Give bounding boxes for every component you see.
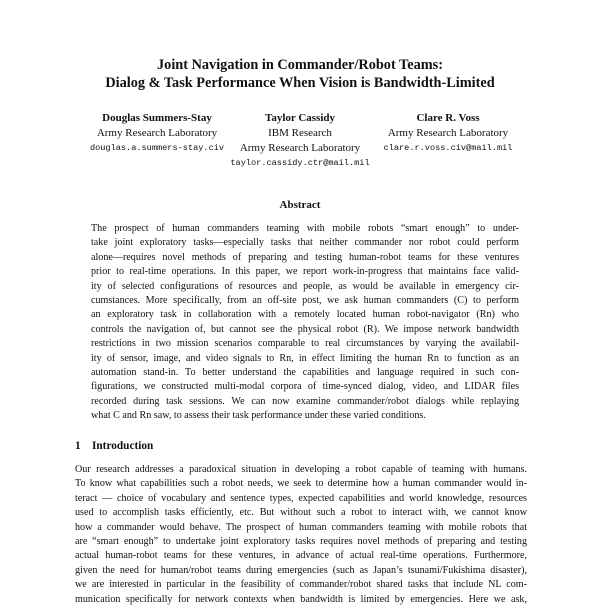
intro-line: Our research addresses a paradoxical situation in developing a robot capable of teaming with humans. <box>75 464 527 475</box>
introduction-body <box>75 463 527 607</box>
abstract-line: take joint exploratory tasks—especially tasks that neither commander nor robot could perform <box>91 237 519 249</box>
author-summers-stay <box>80 111 234 156</box>
abstract-line: what C and Rn saw, to assess their task performance under these varied conditions. <box>91 410 426 422</box>
author-affiliation: Army Research Laboratory <box>96 127 218 139</box>
section-title: Introduction <box>92 440 154 452</box>
author-block <box>0 111 600 171</box>
abstract-body <box>91 222 519 424</box>
author-affiliation-secondary: Army Research Laboratory <box>239 142 361 154</box>
intro-line: teract — choice of vocabulary and sentence types, expected capabilities and world knowledge, resources <box>75 492 527 504</box>
author-name: Taylor Cassidy <box>265 112 335 124</box>
section-number: 1 <box>75 440 81 452</box>
author-name: Clare R. Voss <box>416 112 480 124</box>
abstract-heading: Abstract <box>279 199 321 211</box>
abstract-line: figurations, we constructed multi-modal corpora of time-synced dialog, video, and LIDAR files <box>91 381 519 393</box>
abstract-line: prior to real-time operations. In this paper, we report work-in-progress that maintains face valid- <box>91 266 519 278</box>
paper-title <box>0 56 600 92</box>
intro-line: we are interested in particular in the feasibility of commander/robot shared tasks that include NL com- <box>75 579 527 591</box>
author-email: clare.r.voss.civ@mail.mil <box>383 143 513 153</box>
abstract-line: The prospect of human commanders teaming with mobile robots “smart enough” to under- <box>91 223 519 234</box>
intro-line: are “smart enough” to undertake joint exploratory tasks requires novel methods of preparing and testing <box>75 536 527 548</box>
abstract-line: automation stand-in. To better understand the capabilities and language required in such con- <box>91 367 519 379</box>
intro-line: actual human-robot teams for these ventures, in advance of actual real-time operations. Furthermore, <box>75 550 527 562</box>
paper-title-line-2: Dialog & Task Performance When Vision is Bandwidth-Limited <box>105 75 495 91</box>
abstract-line: an exploratory task in collaboration with a remotely located human robot-navigator (Rn) who <box>91 309 519 321</box>
abstract-line: ity of sensor, image, and video signals to Rn, in effect limiting the human Rn to function as an <box>91 352 519 364</box>
author-affiliation: IBM Research <box>268 127 332 139</box>
abstract-line: cumstances. More specifically, from an off-site post, we ask human commanders (C) to perform <box>91 295 519 307</box>
abstract-line: ity of selected configurations of resources and people, as would be available in emergency cir- <box>91 280 519 292</box>
author-voss <box>376 111 520 156</box>
author-cassidy <box>222 111 378 171</box>
section-heading-introduction <box>75 440 153 452</box>
paper-title-line-1: Joint Navigation in Commander/Robot Teams: <box>157 57 443 73</box>
abstract-line: recorded during task sessions. We can now examine commander/robot dialogs while replaying <box>91 395 519 407</box>
author-name: Douglas Summers-Stay <box>102 112 212 124</box>
intro-line: how a commander would behave. The prospect of human commanders teaming with mobile robots that <box>75 521 527 533</box>
intro-line: given the need for human/robot teams during emergencies (such as Japan’s tsunami/Fukishima disaster), <box>75 564 527 576</box>
intro-line: To know what capabilities such a robot needs, we seek to determine how a human commander would in- <box>75 478 527 490</box>
author-email: taylor.cassidy.ctr@mail.mil <box>230 158 370 168</box>
intro-line: used to accomplish tasks efficiently, etc. But without such a robot to interact with, we cannot know <box>75 507 527 519</box>
abstract-line: alone—requires novel methods of preparing and testing human-robot teams for these ventures <box>91 251 519 263</box>
abstract-line: controls the navigation of, but cannot see the physical robot (R). We impose network bandwidth <box>91 323 519 335</box>
abstract-line: restrictions in two mission scenarios comparable to real circumstances by varying the availabil- <box>91 338 519 350</box>
author-email: douglas.a.summers-stay.civ <box>89 143 225 153</box>
intro-line: munication specifically for network contexts when bandwidth is limited by emergencies. Here we ask, <box>75 593 527 605</box>
author-affiliation: Army Research Laboratory <box>387 127 509 139</box>
